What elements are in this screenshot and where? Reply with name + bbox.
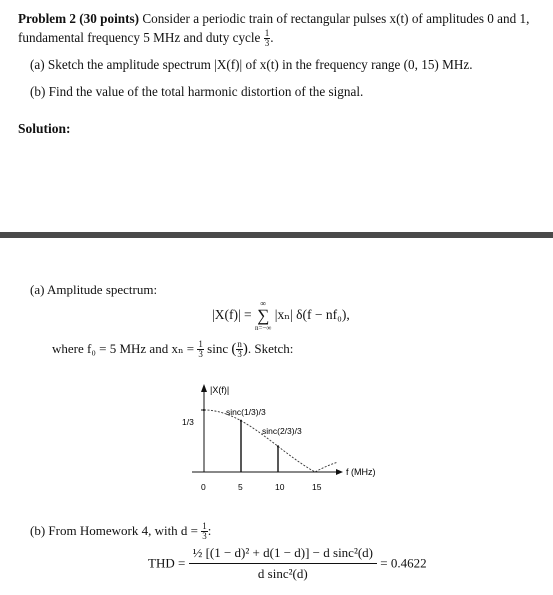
thd-numerator: ½ [(1 − d)² + d(1 − d)] − d sinc²(d): [189, 545, 377, 564]
spectrum-bars: [203, 409, 279, 472]
summation: ∞ ∑ n=−∞: [255, 299, 272, 332]
problem-intro: Consider a periodic train of rectangular pulses x(t) of amplitudes 0 and 1, fundamental frequency 5 MHz and duty cycle: [18, 11, 530, 45]
y-tick-label: 1/3: [182, 417, 194, 427]
spectrum-rhs: |xₙ| δ(f − nf₀),: [274, 307, 350, 323]
spectrum-equation: [212, 300, 350, 332]
annotation-sinc-1-3: sinc(1/3)/3: [226, 407, 266, 417]
amplitude-spectrum-chart: [170, 380, 400, 505]
thd-fraction: [189, 545, 377, 582]
sinc-envelope: [204, 410, 337, 472]
sinc-arg-fraction: $\frac{n}{3}$: [237, 339, 242, 359]
x-tick-label: 15: [312, 482, 322, 492]
y-axis-label: |X(f)|: [210, 385, 230, 395]
where-definition: where f₀ = 5 MHz and xₙ = $\frac{1}{3}$ sinc ( $\frac{n}{3}$ ). Sketch:: [52, 339, 294, 359]
x-ticks: [201, 482, 322, 492]
x-axis-arrow: [336, 469, 343, 475]
d-fraction: $\frac{1}{3}$: [202, 521, 207, 541]
x-tick-label: 10: [275, 482, 285, 492]
solution-part-b-label: (b) From Homework 4, with d = $\frac{1}{3}$ :: [30, 521, 212, 541]
annotation-sinc-2-3: sinc(2/3)/3: [262, 426, 302, 436]
duty-cycle-fraction: $\frac{1}{3}$: [264, 28, 270, 48]
thd-equation: [148, 545, 427, 582]
y-axis-arrow: [201, 384, 207, 392]
x-tick-label: 5: [238, 482, 243, 492]
thd-lhs: THD =: [148, 555, 186, 571]
problem-statement: Problem 2 (30 points) Consider a periodic train of rectangular pulses x(t) of amplitudes 0 and 1, fundamental frequency 5 MHz and duty cycle $\frac{1}{3}$ .: [18, 11, 530, 48]
thd-result: = 0.4622: [380, 555, 427, 571]
x-tick-label: 0: [201, 482, 206, 492]
question-part-b: (b) Find the value of the total harmonic distortion of the signal.: [30, 84, 364, 99]
solution-part-a-label: (a) Amplitude spectrum:: [30, 282, 158, 297]
thd-denominator: d sinc²(d): [257, 566, 308, 581]
x-axis-label: f (MHz): [346, 467, 376, 477]
problem-heading: Problem 2 (30 points): [18, 11, 140, 26]
spectrum-lhs: |X(f)| =: [212, 307, 252, 323]
sigma-symbol: ∑: [257, 306, 270, 325]
solution-label: Solution:: [18, 121, 71, 136]
question-part-a: (a) Sketch the amplitude spectrum |X(f)| of x(t) in the frequency range (0, 15) MHz.: [30, 57, 473, 72]
section-divider: [0, 232, 553, 238]
where-fraction: $\frac{1}{3}$: [198, 339, 203, 359]
